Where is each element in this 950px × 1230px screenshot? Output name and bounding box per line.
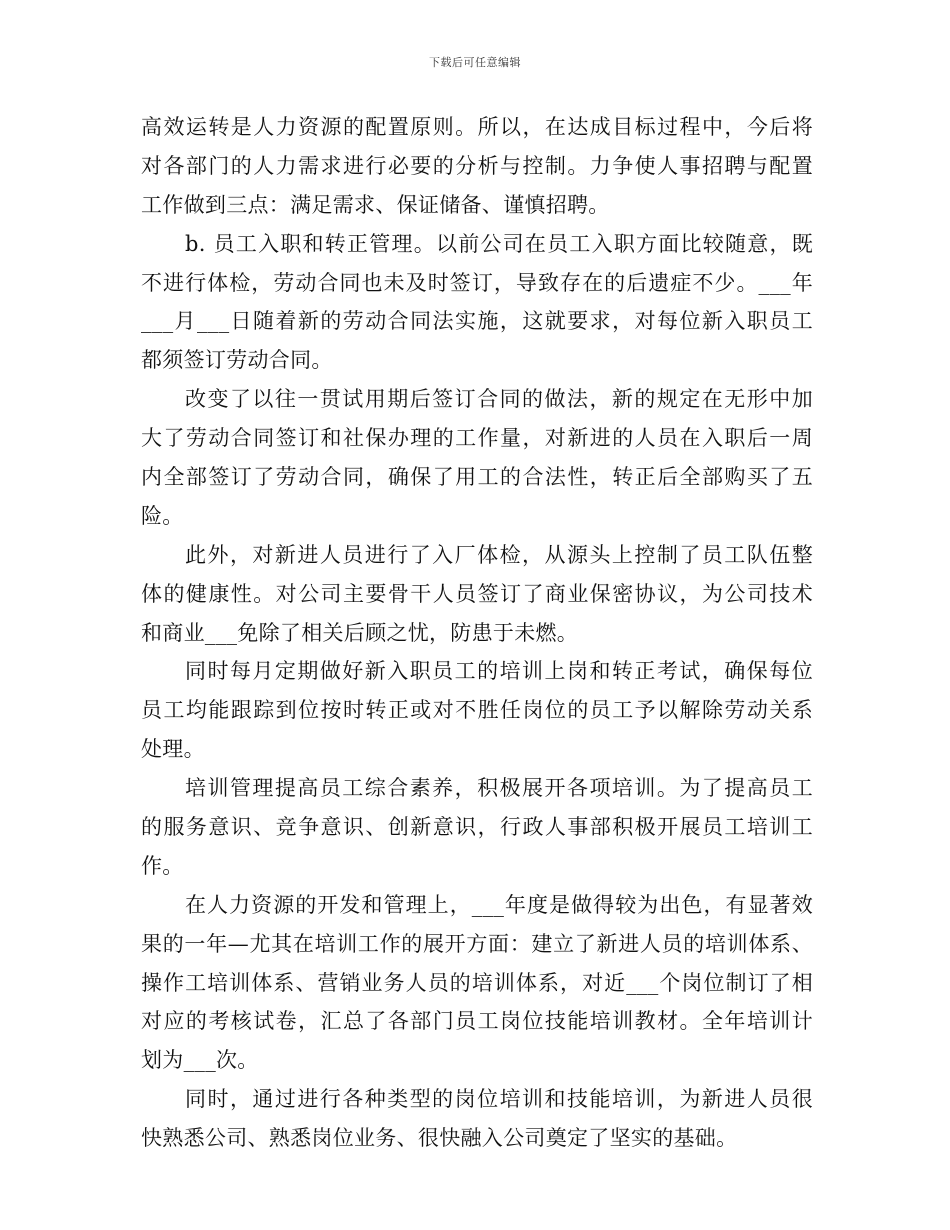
- text-line: 高效运转是人力资源的配置原则。所以，在达成目标过程中，今后将: [141, 115, 813, 139]
- text-line: 大了劳动合同签订和社保办理的工作量，对新进的人员在入职后一周: [141, 426, 813, 451]
- text-line: 培训管理提高员工综合素养，积极展开各项培训。为了提高员工: [185, 776, 813, 801]
- text-line: 改变了以往一贯试用期后签订合同的做法，新的规定在无形中加: [185, 387, 813, 412]
- text-line: 工作做到三点：满足需求、保证储备、谨慎招聘。: [141, 192, 610, 217]
- paragraph: [141, 536, 813, 653]
- paragraph: [141, 380, 813, 536]
- text-line: 同时每月定期做好新入职员工的培训上岗和转正考试，确保每位: [185, 659, 813, 684]
- text-line: 险。: [141, 503, 184, 528]
- text-line: ___月___日随着新的劳动合同法实施，这就要求，对每位新入职员工: [141, 309, 813, 334]
- paragraph: [141, 108, 813, 225]
- text-line: 作。: [141, 853, 184, 878]
- document-body: [141, 108, 813, 1158]
- paragraph: [141, 886, 813, 1080]
- paragraph: [141, 225, 813, 381]
- text-line: 此外，对新进人员进行了入厂体检，从源头上控制了员工队伍整: [185, 542, 813, 567]
- text-line: 的服务意识、竞争意识、创新意识，行政人事部积极开展员工培训工: [141, 815, 813, 840]
- text-line: 果的一年—尤其在培训工作的展开方面：建立了新进人员的培训体系、: [141, 931, 813, 956]
- text-line: 员工均能跟踪到位按时转正或对不胜任岗位的员工予以解除劳动关系: [141, 698, 813, 723]
- text-line: 和商业___免除了相关后顾之忧，防患于未燃。: [141, 620, 579, 645]
- text-line: 划为___次。: [141, 1048, 259, 1073]
- text-line: 对应的考核试卷，汇总了各部门员工岗位技能培训教材。全年培训计: [141, 1009, 813, 1034]
- text-line: 对各部门的人力需求进行必要的分析与控制。力争使人事招聘与配置: [141, 153, 813, 178]
- text-line: 同时，通过进行各种类型的岗位培训和技能培训，为新进人员很: [185, 1087, 813, 1112]
- text-line: 体的健康性。对公司主要骨干人员签订了商业保密协议，为公司技术: [141, 581, 813, 606]
- paragraph: [141, 652, 813, 769]
- text-line: 快熟悉公司、熟悉岗位业务、很快融入公司奠定了坚实的基础。: [141, 1126, 738, 1151]
- paragraph: [141, 1080, 813, 1158]
- text-line: 在人力资源的开发和管理上，___年度是做得较为出色，有显著效: [185, 892, 813, 917]
- page-header: 下载后可任意编辑: [429, 56, 521, 69]
- text-line: 处理。: [141, 737, 205, 762]
- text-line: 都须签订劳动合同。: [141, 348, 333, 373]
- text-line: 操作工培训体系、营销业务人员的培训体系，对近___个岗位制订了相: [141, 970, 813, 995]
- text-line: 不进行体检，劳动合同也未及时签订，导致存在的后遗症不少。___年: [141, 270, 813, 295]
- text-line: b. 员工入职和转正管理。以前公司在员工入职方面比较随意，既: [185, 231, 813, 256]
- paragraph: [141, 769, 813, 886]
- text-line: 内全部签订了劳动合同，确保了用工的合法性，转正后全部购买了五: [141, 465, 813, 490]
